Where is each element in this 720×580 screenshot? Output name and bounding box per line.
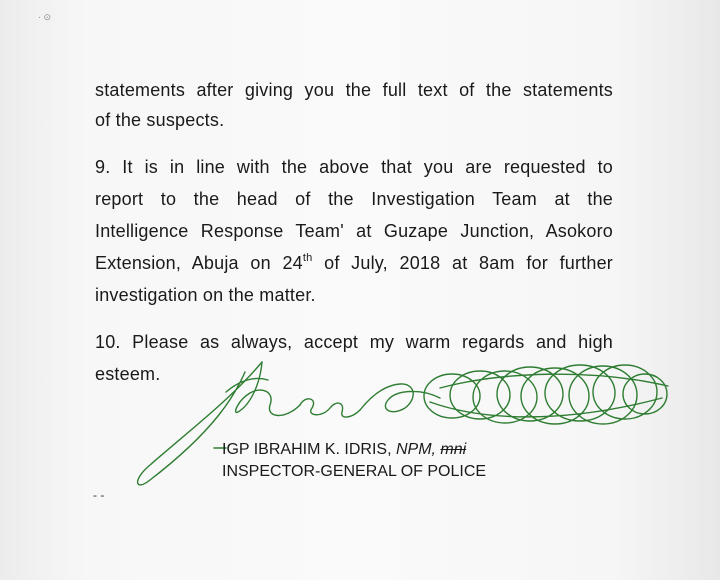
paragraph-10-line: esteem. <box>95 364 161 384</box>
margin-mark: - - <box>93 488 105 502</box>
body-line: statements after giving you the full text of the statements <box>95 80 613 100</box>
paragraph-10-line: 10. Please as always, accept my warm regards and high <box>95 332 613 352</box>
body-line: of the suspects. <box>95 110 225 130</box>
signatory-title: INSPECTOR-GENERAL OF POLICE <box>222 463 487 480</box>
signatory-honours-mni: mni <box>440 441 467 458</box>
date-line-after: of July, 2018 at 8am for further <box>312 253 613 273</box>
signatory-honours: NPM, <box>395 441 436 458</box>
paragraph-9-line: 9. It is in line with the above that you are requested to <box>95 157 613 177</box>
paragraph-9-line: report to the head of the Investigation Team at the <box>95 189 613 209</box>
signatory-name-line <box>222 441 466 459</box>
date-ordinal-suffix: th <box>302 252 313 264</box>
scan-speck: · ⊙ <box>38 12 52 22</box>
paragraph-9-line: Intelligence Response Team' at Guzape Junction, Asokoro <box>95 221 613 241</box>
date-line-before: Extension, Abuja on 24 <box>95 253 303 273</box>
signatory-name: IGP IBRAHIM K. IDRIS, <box>222 441 392 458</box>
paragraph-9-line: investigation on the matter. <box>95 285 316 305</box>
